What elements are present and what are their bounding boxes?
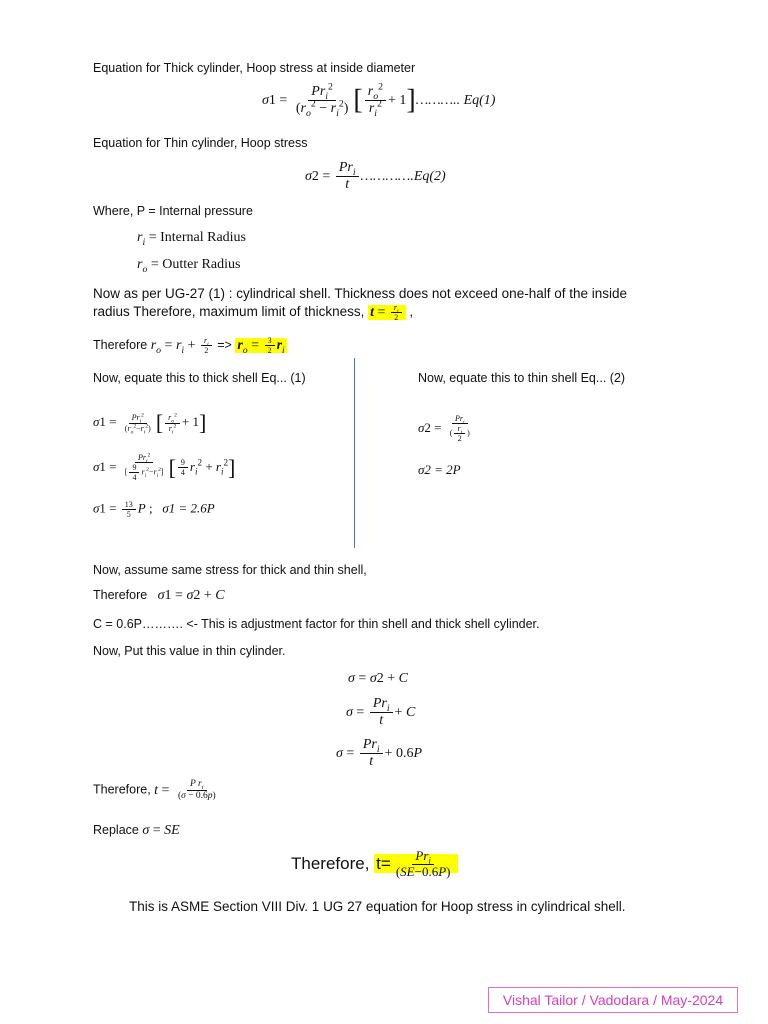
ro-result-highlight: $r_o$ = $\frac{3}{2}$ $r_i$ xyxy=(237,336,285,356)
thick-cylinder-heading: Equation for Thick cylinder, Hoop stress at inside diameter xyxy=(93,61,416,75)
thick-result: σ1 = $\frac{13}{5}$ P ; σ1 = 2.6P xyxy=(93,500,215,520)
thick-substitution-2: σ1 = $Pr_i^2$ [ $\frac{9}{4}$ $r_i^2-r_i^2$] [ $\frac{9}{4}$ $r_i^2 + r_i^2$] xyxy=(93,452,236,483)
final-equation: Therefore, t= $\frac{Pr_i}{(SE-0.6P)}$ xyxy=(291,849,458,880)
thickness-expression: Therefore, t = $\frac{P r_i}{(\sigma - 0.6p)}$ xyxy=(93,779,216,801)
left-column-heading: Now, equate this to thick shell Eq... (1) xyxy=(93,371,306,385)
thin-substitution: σ2 = $Pr_i$ ( $\frac{r_i}{2}$ ) xyxy=(418,414,470,444)
sigma-eq-c: σ = $\frac{Pr_i}{t}$ + 0.6P xyxy=(336,737,423,770)
ro-definition: $r_o$ = Outter Radius xyxy=(137,257,241,275)
final-equation-highlight: t= $\frac{Pr_i}{(SE-0.6P)}$ xyxy=(374,854,457,873)
thin-cylinder-heading: Equation for Thin cylinder, Hoop stress xyxy=(93,136,308,150)
ro-relation: Therefore $r_o = r_i$ + $\frac{r_i}{2}$ => $r_o$ = $\frac{3}{2}$ $r_i$ xyxy=(93,336,285,356)
thin-result: σ2 = 2P xyxy=(418,462,461,477)
eq1-tag: ……….. Eq(1) xyxy=(415,92,496,108)
thick-cylinder-equation: σ1 = $\frac{Pr_i^2}{(r_o^2 - r_i^2)}$ [ $\frac{r_o^2}{r_i^2}$ + 1]……….. Eq(1) xyxy=(262,81,496,119)
sigma-eq-a: σ = σ2 + C xyxy=(348,671,408,686)
replace-line: Replace σ = SE xyxy=(93,823,180,838)
conclusion-line: This is ASME Section VIII Div. 1 UG 27 equation for Hoop stress in cylindrical shell. xyxy=(129,899,626,914)
put-value-line: Now, Put this value in thin cylinder. xyxy=(93,644,286,658)
eq2-tag: ………….Eq(2) xyxy=(360,168,446,184)
thick-substitution-1: σ1 = $\frac{Pr_i^2}{(r_o^2-r_i^2)}$ [ $\frac{r_o^2}{r_i^2}$ + 1] xyxy=(93,410,207,436)
sigma-relation: Therefore σ1 = σ2 + C xyxy=(93,588,225,603)
assume-line: Now, assume same stress for thick and thin shell, xyxy=(93,563,367,577)
where-line: Where, P = Internal pressure xyxy=(93,204,253,218)
right-column-heading: Now, equate this to thin shell Eq... (2) xyxy=(418,371,626,385)
thickness-limit-highlight: t = $\frac{r_i}{2}$ xyxy=(368,305,405,320)
author-footer: Vishal Tailor / Vadodara / May-2024 xyxy=(488,987,738,1013)
ug27-text-line2: radius Therefore, maximum limit of thickness, t = $\frac{r_i}{2}$ , xyxy=(93,303,414,323)
adjustment-factor-line: C = 0.6P………. <- This is adjustment factor for thin shell and thick shell cylinder. xyxy=(93,617,540,631)
sigma-eq-b: σ = $\frac{Pr_i}{t}$ + C xyxy=(346,696,416,729)
ri-definition: $r_i$ = Internal Radius xyxy=(137,230,247,248)
ug27-text-line1: Now as per UG-27 (1) : cylindrical shell. Thickness does not exceed one-half of the inside xyxy=(93,286,628,301)
thin-cylinder-equation: σ2 = $\frac{Pr_i}{t}$ ………….Eq(2) xyxy=(305,160,446,193)
column-divider xyxy=(354,358,355,548)
